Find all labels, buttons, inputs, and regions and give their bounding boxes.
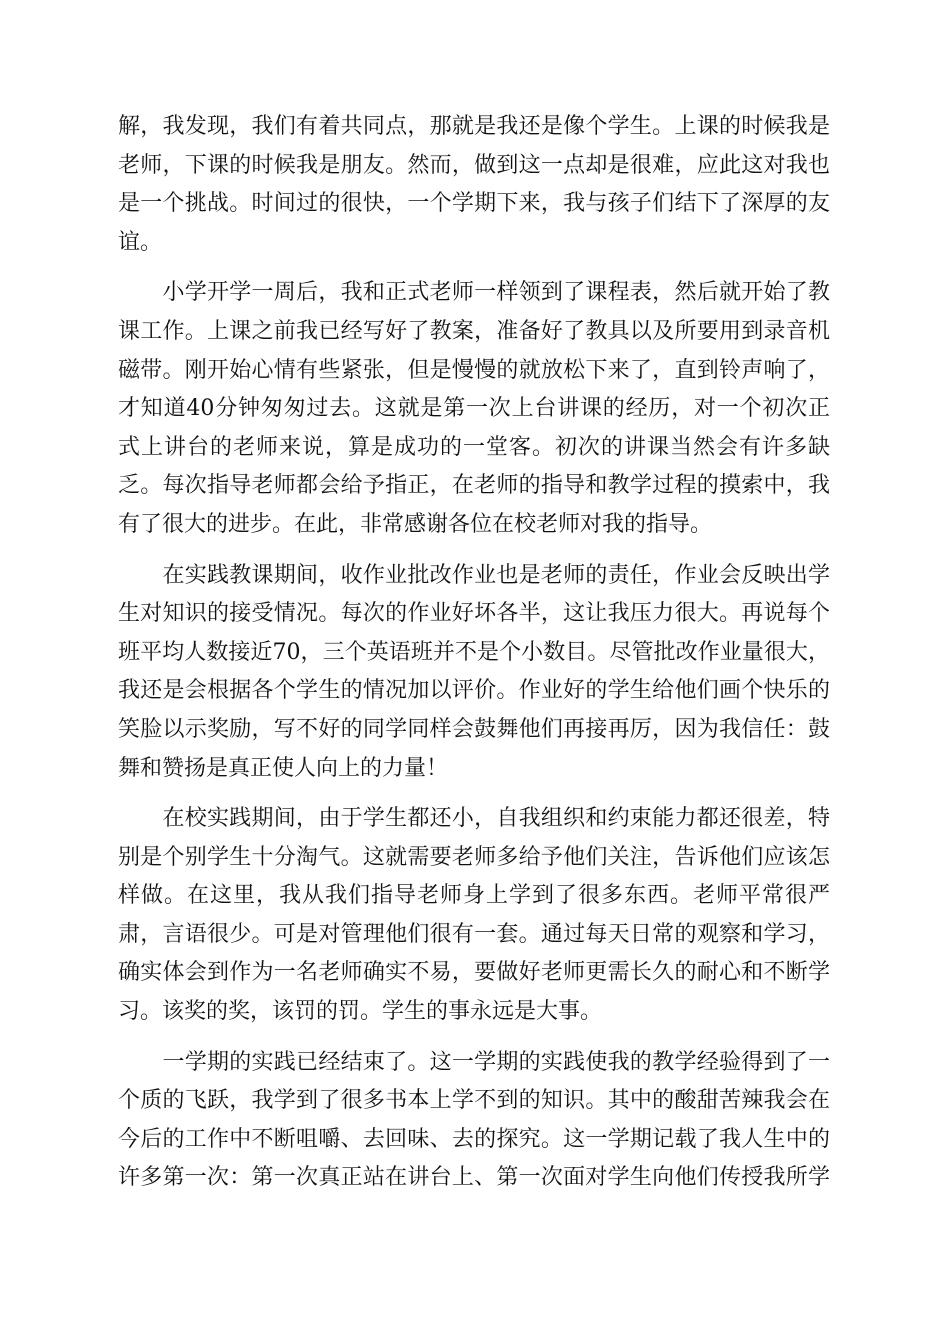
text-line: 在校实践期间，由于学生都还小，自我组织和约束能力都还很差，特 — [118, 806, 830, 832]
text-line: 确实体会到作为一名老师确实不易，要做好老师更需长久的耐心和不断学 — [118, 960, 830, 986]
paragraph-spacer — [118, 1032, 830, 1044]
text-line: 一学期的实践已经结束了。这一学期的实践使我的教学经验得到了一 — [118, 1049, 830, 1075]
text-line: 有了很大的进步。在此，非常感谢各位在校老师对我的指导。 — [118, 511, 713, 537]
text-line: 个质的飞跃，我学到了很多书本上学不到的知识。其中的酸甜苦辣我会在 — [118, 1088, 830, 1114]
paragraph — [118, 274, 830, 544]
text-line: 样做。在这里，我从我们指导老师身上学到了很多东西。老师平常很严 — [118, 883, 830, 909]
paragraph — [118, 1044, 830, 1198]
text-line: 式上讲台的老师来说，算是成功的一堂客。初次的讲课当然会有许多缺 — [118, 434, 830, 460]
text-line: 是一个挑战。时间过的很快，一个学期下来，我与孩子们结下了深厚的友 — [118, 191, 830, 217]
text-line: 我还是会根据各个学生的情况加以评价。作业好的学生给他们画个快乐的 — [118, 678, 830, 704]
text-line: 乏。每次指导老师都会给予指正，在老师的指导和教学过程的摸索中，我 — [118, 473, 830, 499]
text-line: 才知道40分钟匆匆过去。这就是第一次上台讲课的经历，对一个初次正 — [118, 396, 830, 422]
paragraph — [118, 800, 830, 1032]
paragraph — [118, 108, 830, 262]
text-line: 笑脸以示奖励，写不好的同学同样会鼓舞他们再接再厉，因为我信任：鼓 — [118, 716, 830, 742]
paragraph-spacer — [118, 545, 830, 557]
text-line: 生对知识的接受情况。每次的作业好坏各半，这让我压力很大。再说每个 — [118, 601, 830, 627]
text-line: 许多第一次：第一次真正站在讲台上、第一次面对学生向他们传授我所学 — [118, 1165, 830, 1191]
text-line: 今后的工作中不断咀嚼、去回味、去的探究。这一学期记载了我人生中的 — [118, 1126, 830, 1152]
text-line: 谊。 — [118, 229, 163, 255]
text-line: 肃，言语很少。可是对管理他们很有一套。通过每天日常的观察和学习， — [118, 921, 830, 947]
text-line: 磁带。刚开始心情有些紧张，但是慢慢的就放松下来了，直到铃声响了， — [118, 357, 830, 383]
text-line: 班平均人数接近70，三个英语班并不是个小数目。尽管批改作业量很大， — [118, 639, 830, 665]
text-line: 舞和赞扬是真正使人向上的力量！ — [118, 755, 449, 781]
text-line: 习。该奖的奖，该罚的罚。学生的事永远是大事。 — [118, 999, 603, 1025]
text-line: 解，我发现，我们有着共同点，那就是我还是像个学生。上课的时候我是 — [118, 114, 830, 139]
text-line: 在实践教课期间，收作业批改作业也是老师的责任，作业会反映出学 — [118, 562, 830, 588]
text-line: 小学开学一周后，我和正式老师一样领到了课程表，然后就开始了教 — [118, 280, 830, 306]
paragraph — [118, 557, 830, 789]
text-line: 老师，下课的时候我是朋友。然而，做到这一点却是很难，应此这对我也 — [118, 152, 830, 178]
paragraph-spacer — [118, 788, 830, 800]
text-line: 别是个别学生十分淘气。这就需要老师多给予他们关注，告诉他们应该怎 — [118, 844, 830, 870]
paragraph-spacer — [118, 262, 830, 274]
text-line: 课工作。上课之前我已经写好了教案，准备好了教具以及所要用到录音机 — [118, 318, 830, 344]
document-body — [118, 108, 830, 1198]
